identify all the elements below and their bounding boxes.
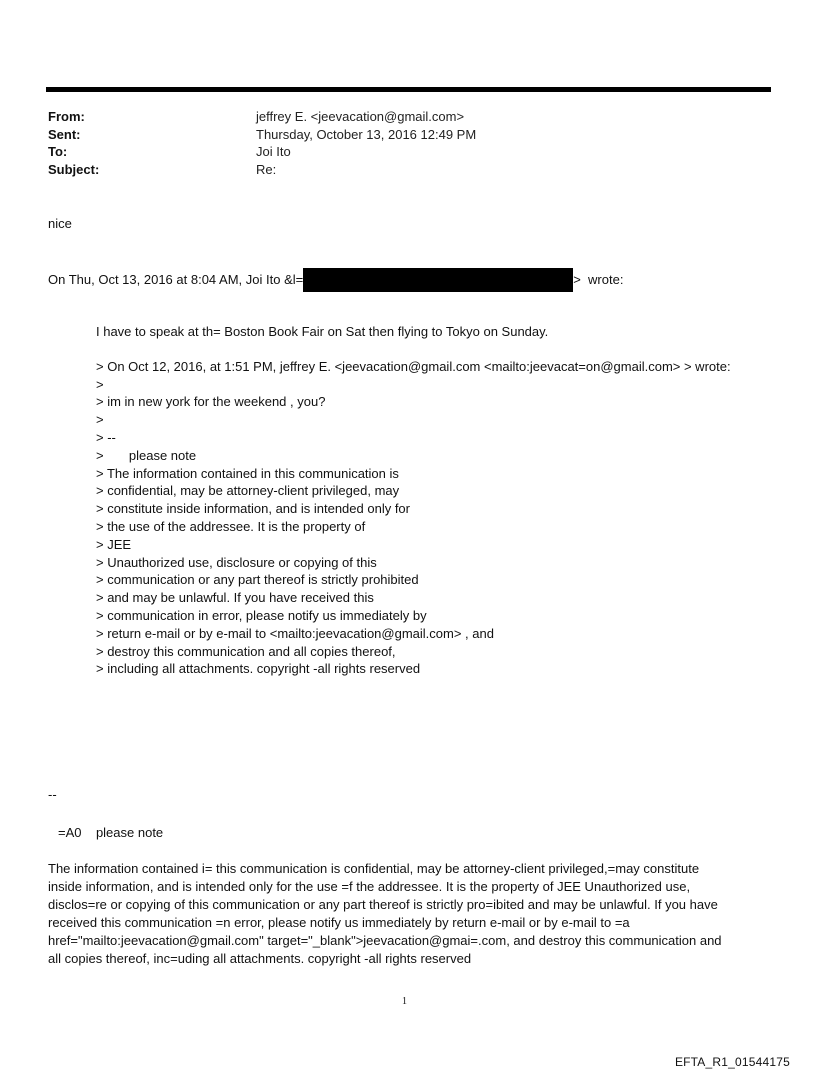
quoted-line: > JEE	[96, 536, 132, 552]
notice-line: The information contained i= this communication is confidential, may be attorney-client privileged,=may constitute	[48, 861, 700, 876]
quoted-line: > communication or any part thereof is strictly prohibited	[96, 572, 419, 588]
email-header	[48, 108, 476, 178]
to-row	[48, 143, 476, 161]
header-divider	[46, 87, 771, 92]
quoted-line: > Unauthorized use, disclosure or copying of this	[96, 554, 377, 570]
sent-value: Thursday, October 13, 2016 12:49 PM	[256, 126, 477, 142]
page-number: 1	[402, 996, 407, 1007]
quoted-line: > and may be unlawful. If you have received this	[96, 590, 374, 606]
quoted-line: > --	[96, 429, 116, 445]
attribution-prefix: On Thu, Oct 13, 2016 at 8:04 AM, Joi Ito &l=	[48, 272, 304, 287]
to-label: To:	[48, 144, 68, 159]
sent-row	[48, 126, 476, 144]
notice-line: received this communication =n error, please notify us immediately by return e-mail or by e-mail to =a	[48, 915, 630, 930]
from-row	[48, 108, 476, 126]
quoted-line: > communication in error, please notify us immediately by	[96, 607, 427, 623]
document-id: EFTA_R1_01544175	[674, 1055, 790, 1069]
subject-row	[48, 161, 476, 179]
confidentiality-notice	[48, 860, 768, 968]
notice-line: disclos=re or copying of this communication or any part thereof is strictly pro=ibited and may be unlawful. If you have	[48, 897, 718, 912]
quoted-line: > confidential, may be attorney-client privileged, may	[96, 483, 400, 499]
notice-line: inside information, and is intended only for the use =f the addressee. It is the property of JEE Unauthorized use,	[48, 879, 691, 894]
quoted-line: > return e-mail or by e-mail to <mailto:jeevacation@gmail.com> , and	[96, 625, 494, 641]
quoted-intro: I have to speak at th= Boston Book Fair on Sat then flying to Tokyo on Sunday.	[96, 324, 549, 339]
quoted-line: > destroy this communication and all copies thereof,	[96, 643, 396, 659]
to-value: Joi Ito	[256, 144, 291, 159]
quoted-line: >	[96, 412, 104, 428]
notice-line: all copies thereof, inc=uding all attachments. copyright -all rights reserved	[48, 951, 472, 966]
quoted-line: > please note	[96, 447, 197, 463]
subject-label: Subject:	[48, 161, 100, 177]
attribution-suffix: > wrote:	[573, 272, 624, 287]
quoted-line: >	[96, 376, 104, 392]
quoted-line: > im in new york for the weekend , you?	[96, 394, 326, 410]
reply-text: nice	[48, 216, 72, 231]
quoted-line: > the use of the addressee. It is the property of	[96, 518, 366, 534]
signature-separator: --	[48, 787, 57, 802]
from-label: From:	[48, 109, 85, 124]
quoted-line: > The information contained in this communication is	[96, 465, 399, 481]
signature-please-note: =A0 please note	[58, 825, 164, 840]
quoted-message	[96, 323, 731, 678]
signature-separator-block	[48, 786, 57, 804]
redaction-block	[303, 268, 573, 292]
quoted-line: > constitute inside information, and is intended only for	[96, 501, 410, 517]
notice-line: href="mailto:jeevacation@gmail.com" target="_blank">jeevacation@gmai=.com, and destroy this communication and	[48, 933, 722, 948]
subject-value: Re:	[256, 161, 277, 177]
sent-label: Sent:	[48, 126, 81, 142]
from-value: jeffrey E. <jeevacation@gmail.com>	[256, 109, 465, 124]
quoted-line: > On Oct 12, 2016, at 1:51 PM, jeffrey E. <jeevacation@gmail.com <mailto:jeevacat=on@gmail.com> > wrote:	[96, 358, 731, 374]
quoted-line: > including all attachments. copyright -all rights reserved	[96, 661, 421, 677]
reply-attribution	[48, 268, 623, 292]
